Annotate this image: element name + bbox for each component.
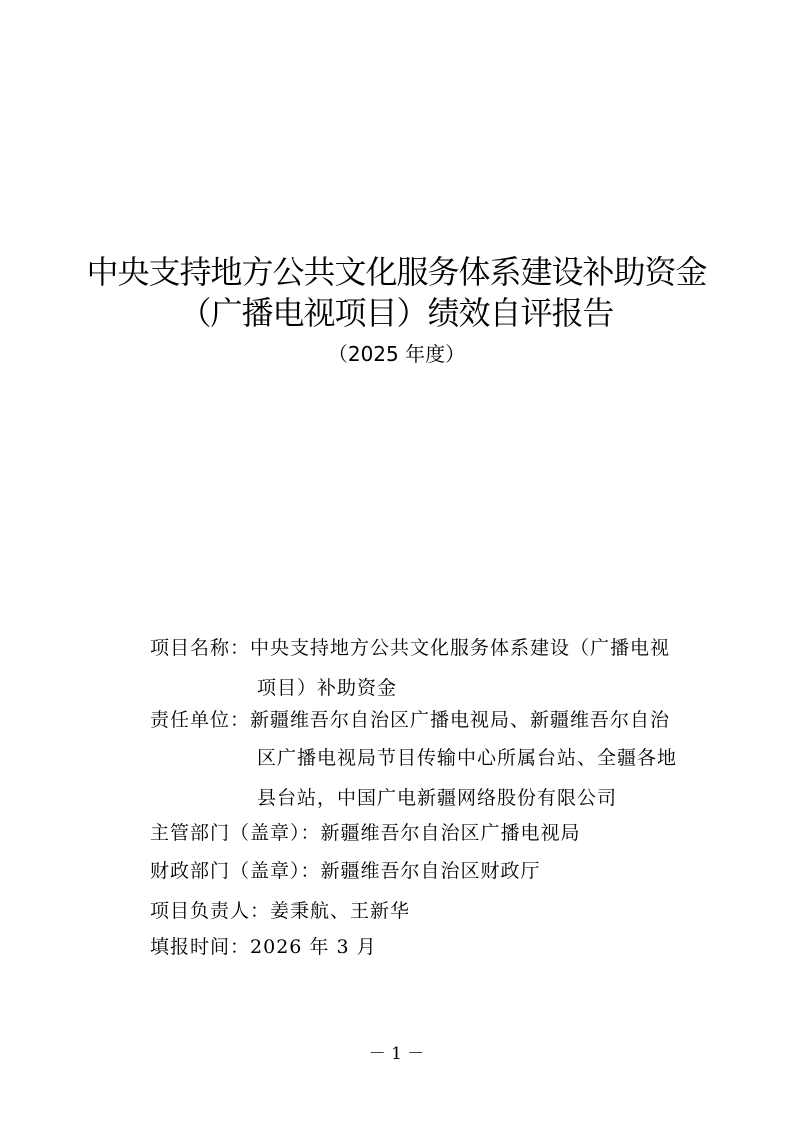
project-name-label: 项目名称：	[150, 637, 251, 659]
report-time-label: 填报时间：	[150, 936, 251, 958]
project-name-continuation: 项目）补助资金	[257, 677, 398, 699]
report-title-line-2: （广播电视项目）绩效自评报告	[179, 294, 614, 332]
supervising-dept-value: 新疆维吾尔自治区广播电视局	[320, 822, 581, 844]
project-leader-value: 姜秉航、王新华	[270, 900, 411, 922]
project-leader-label: 项目负责人：	[150, 900, 271, 922]
project-name-value: 中央支持地方公共文化服务体系建设（广播电视	[250, 637, 671, 659]
report-time-row	[150, 932, 377, 962]
project-leader-row	[150, 896, 410, 926]
responsible-unit-continuation-1: 区广播电视局节目传输中心所属台站、全疆各地	[257, 747, 678, 769]
responsible-unit-label: 责任单位：	[150, 709, 251, 731]
report-time-value: 2026 年 3 月	[250, 936, 377, 958]
finance-dept-row	[150, 856, 541, 886]
finance-dept-value: 新疆维吾尔自治区财政厅	[320, 860, 541, 882]
supervising-dept-label: 主管部门（盖章）：	[150, 822, 321, 844]
report-year: （2025 年度）	[327, 342, 466, 366]
responsible-unit-continuation-2: 县台站，中国广电新疆网络股份有限公司	[257, 787, 618, 809]
report-title-line-1: 中央支持地方公共文化服务体系建设补助资金	[86, 253, 707, 291]
finance-dept-label: 财政部门（盖章）：	[150, 860, 321, 882]
responsible-unit-value: 新疆维吾尔自治区广播电视局、新疆维吾尔自治	[250, 709, 671, 731]
project-name-row	[150, 633, 670, 663]
responsible-unit-row	[150, 705, 670, 735]
page-number: － 1 －	[368, 1044, 425, 1064]
supervising-dept-row	[150, 818, 581, 848]
